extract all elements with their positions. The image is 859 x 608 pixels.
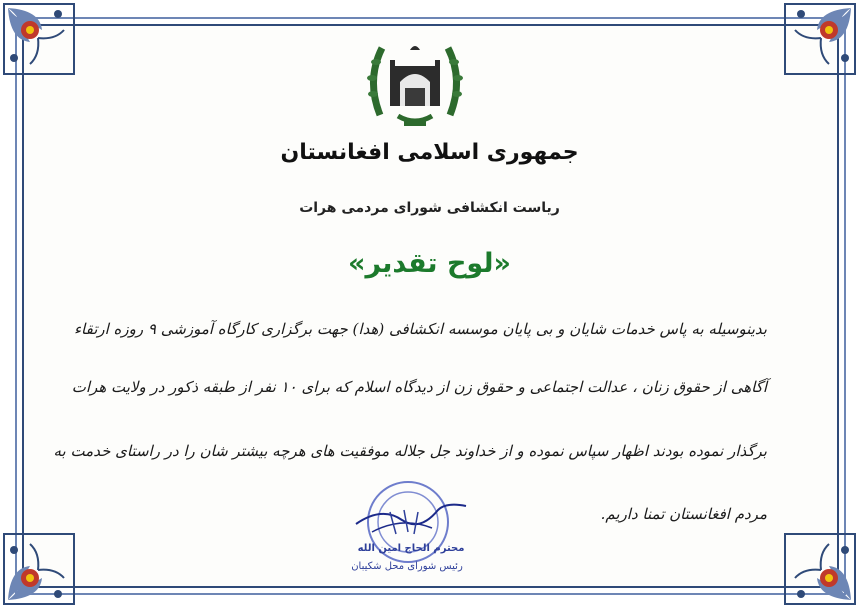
body-line-4: مردم افغانستان تمنا داریم. — [600, 505, 767, 523]
signatory-name: محترم الحاج امین الله — [357, 543, 465, 554]
body-line-2: آگاهی از حقوق زنان ، عدالت اجتماعی و حقوق زن از دیدگاه اسلام که برای ۱۰ نفر از طبقه ذکور در ولایت هرات — [71, 378, 767, 396]
council-seal-stamp — [342, 476, 474, 572]
certificate-title: «لوح تقدیر» — [348, 248, 511, 279]
signatory-role: رئیس شورای محل شکیبان — [351, 561, 463, 572]
afghanistan-emblem-icon — [360, 30, 470, 135]
body-line-3: برگذار نموده بودند اظهار سپاس نموده و از خداوند جل جلاله موفقیت های هرچه بیشتر شان را در راستای خدمت به — [53, 442, 767, 460]
body-line-1: بدینوسیله به پاس خدمات شایان و بی پایان موسسه انکشافی (هدا) جهت برگزاری کارگاه آموزشی ۹ روزه ارتقاء — [73, 320, 767, 338]
corner-ornament-top-left-icon — [0, 0, 78, 78]
corner-ornament-bottom-right-icon — [781, 530, 859, 608]
corner-ornament-top-right-icon — [781, 0, 859, 78]
council-heading: ریاست انکشافی شورای مردمی هرات — [299, 200, 560, 216]
country-heading: جمهوری اسلامی افغانستان — [280, 140, 579, 165]
corner-ornament-bottom-left-icon — [0, 530, 78, 608]
